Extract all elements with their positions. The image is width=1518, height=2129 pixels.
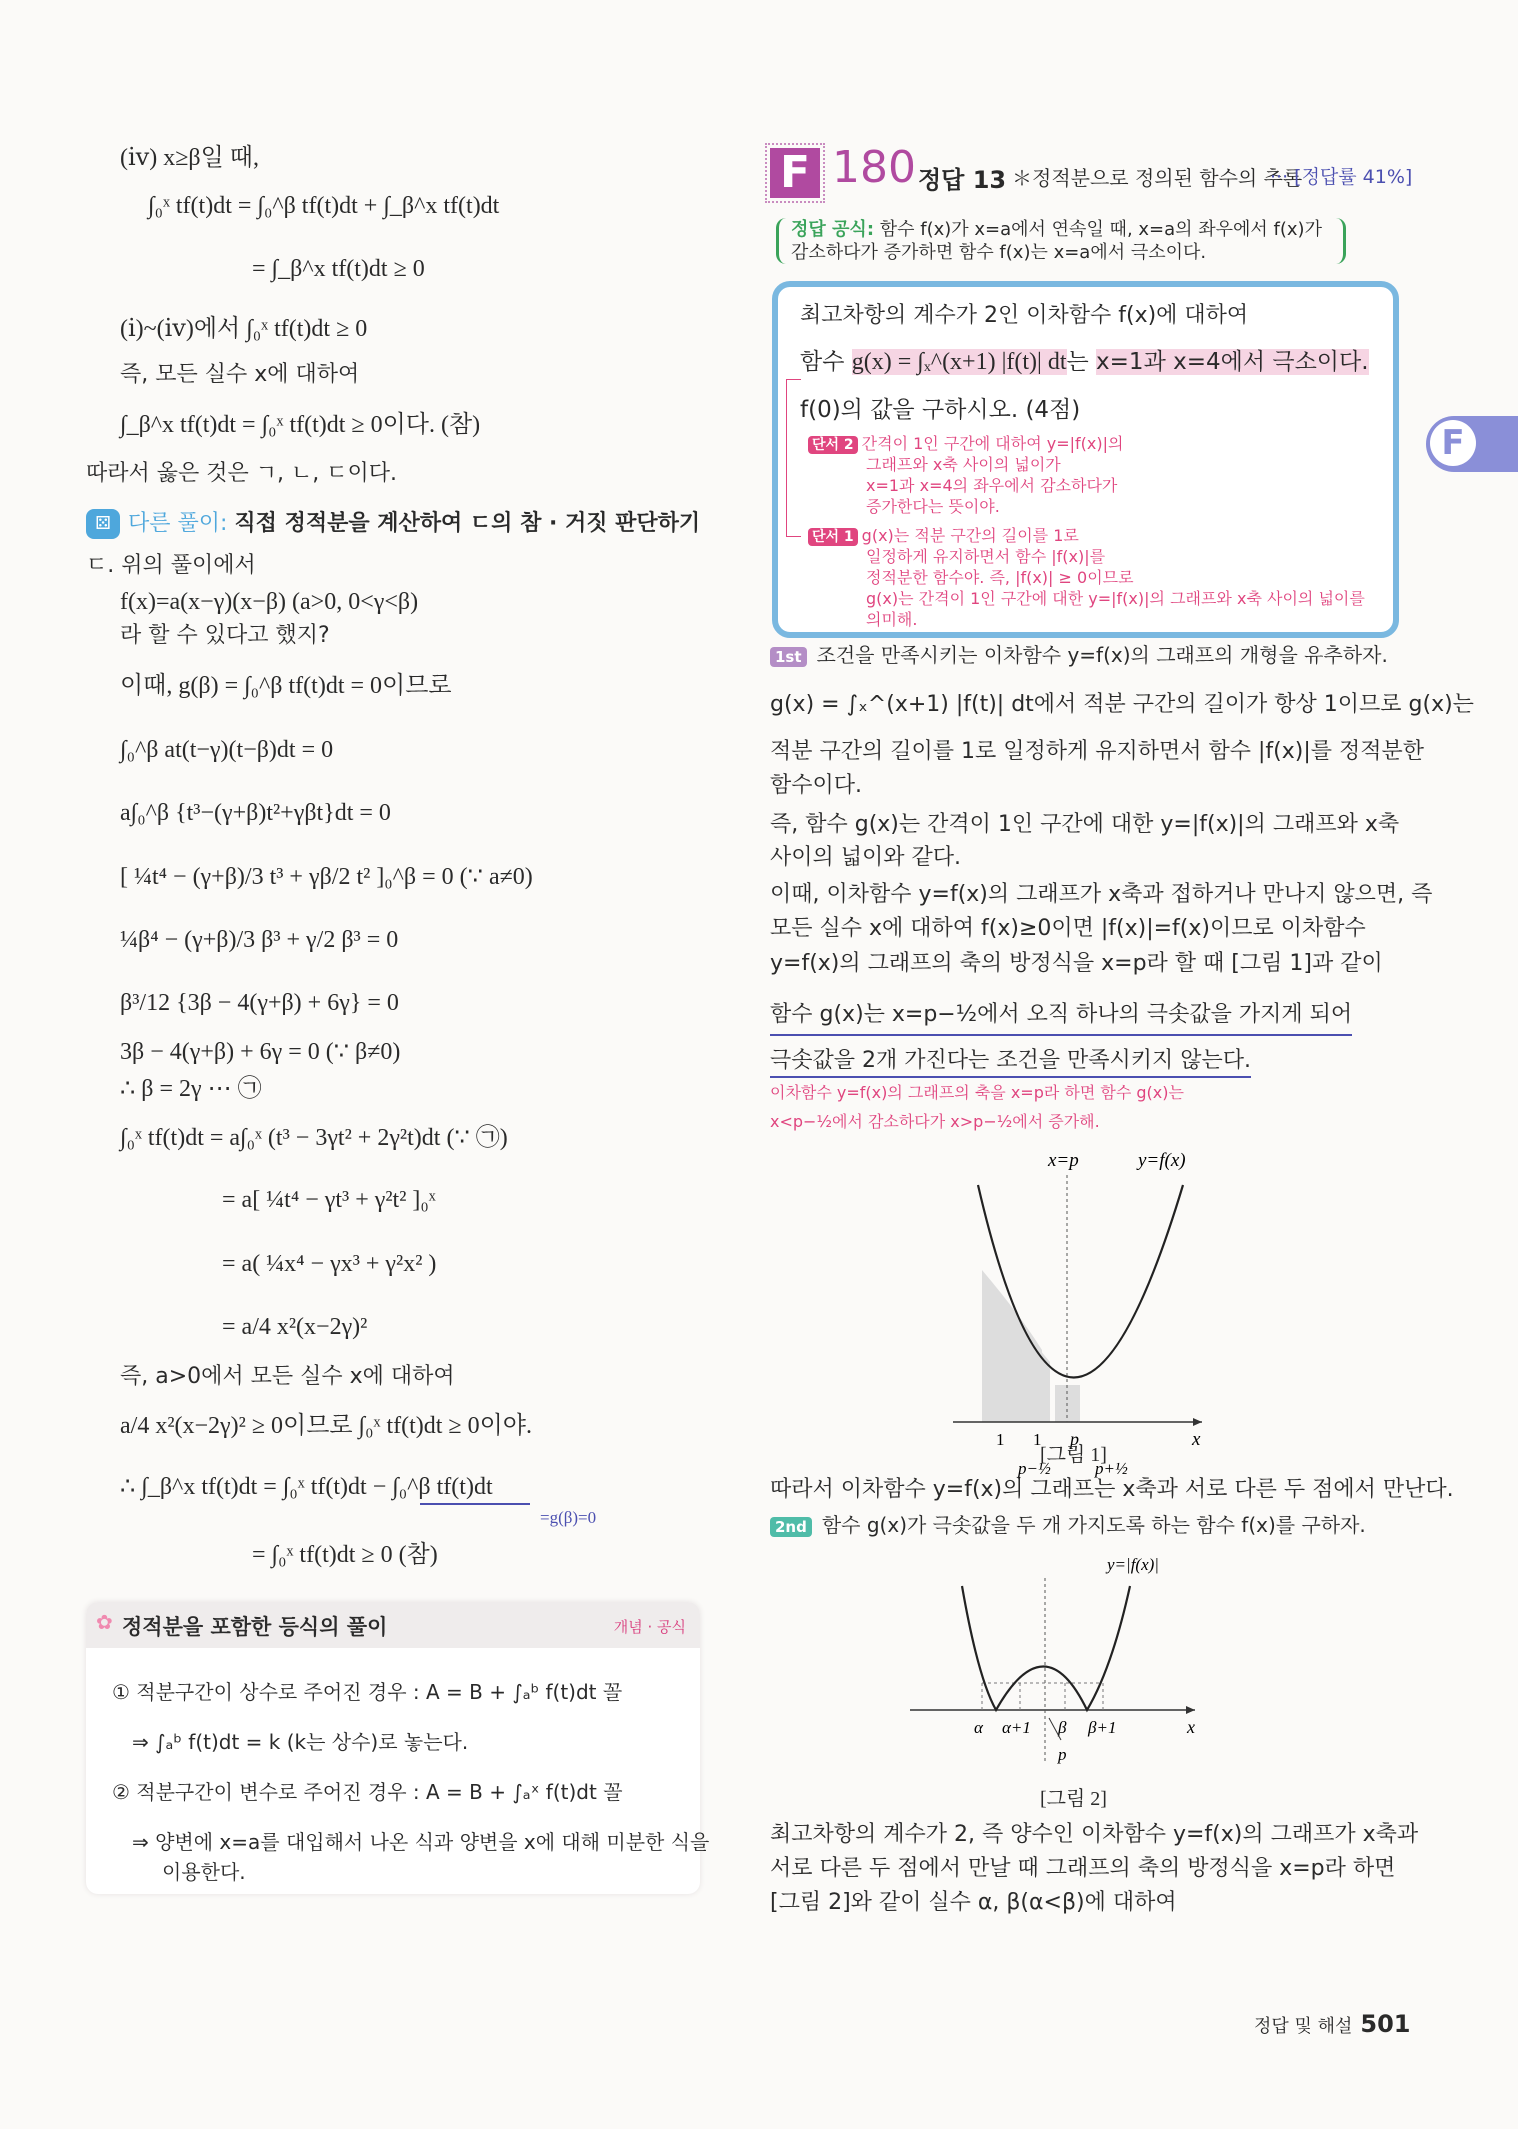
chapter-badge: F xyxy=(770,148,820,198)
hint-text: 간격이 1인 구간에 대하여 y=|f(x)|의 xyxy=(861,434,1124,453)
body-line: g(x) = ∫ₓ^(x+1) |f(t)| dt에서 적분 구간의 길이가 항상 1이므로 g(x)는 xyxy=(770,692,1474,717)
arrow-icon xyxy=(1193,1418,1202,1426)
math-line: 3β − 4(γ+β) + 6γ = 0 (∵ β≠0) xyxy=(120,1039,401,1065)
math-line: a∫₀^β {t³−(γ+β)t²+γβt}dt = 0 xyxy=(120,800,391,826)
footer-label: 정답 및 해설 xyxy=(1254,2016,1353,2037)
hint-2 xyxy=(808,433,1373,517)
answer: 정답 13 xyxy=(918,166,1007,194)
text-line: ㄷ. 위의 풀이에서 xyxy=(86,553,256,578)
formula-text: 감소하다가 증가하면 함수 f(x)는 x=a에서 극소이다. xyxy=(791,242,1207,263)
hint-1 xyxy=(808,525,1373,630)
formula-label: 정답 공식: xyxy=(791,219,875,240)
underlined-line: 함수 g(x)는 x=p−½에서 오직 하나의 극솟값을 가지게 되어 xyxy=(770,1000,1352,1036)
alpha-label: α xyxy=(974,1718,983,1737)
flower-icon: ✿ xyxy=(96,1610,113,1634)
area-strip xyxy=(1025,1328,1050,1422)
axis-label: x=p xyxy=(1048,1150,1079,1171)
min-condition: x=1과 x=4에서 극소이다. xyxy=(1096,349,1369,375)
body-line: 모든 실수 x에 대하여 f(x)≥0이면 |f(x)|=f(x)이므로 이차함수 xyxy=(770,916,1366,941)
math-line: ∴ ∫_β^x tf(t)dt = ∫₀ˣ tf(t)dt − ∫₀^β tf(t)dt xyxy=(120,1474,493,1500)
math-line: f(x)=a(x−γ)(x−β) (a>0, 0<γ<β) xyxy=(120,589,419,615)
connector xyxy=(786,379,801,537)
page-number: 501 xyxy=(1360,2010,1411,2038)
math-line: 이때, g(β) = ∫₀^β tf(t)dt = 0이므로 xyxy=(120,673,452,699)
concept-item: 이용한다. xyxy=(162,1860,246,1884)
hint-1-tag: 단서 1 xyxy=(808,528,858,546)
math-line: ∫₀^β at(t−γ)(t−β)dt = 0 xyxy=(120,737,334,763)
concept-item: ② 적분구간이 변수로 주어진 경우 : A = B + ∫ₐˣ f(t)dt 꼴 xyxy=(112,1780,623,1804)
figure-2-caption: [그림 2] xyxy=(1040,1788,1107,1810)
math-line: ∴ β = 2γ ⋯ ㉠ xyxy=(120,1076,262,1102)
hint-text: x=1과 x=4의 좌우에서 감소하다가 xyxy=(866,476,1118,495)
hint-text: g(x)는 간격이 1인 구간에 대한 y=|f(x)|의 그래프와 x축 사이의 넓이를 의미해. xyxy=(866,589,1365,629)
text-line: 라 할 수 있다고 했지? xyxy=(120,623,330,648)
concept-item: ⇒ 양변에 x=a를 대입해서 나온 식과 양변을 x에 대해 미분한 식을 xyxy=(132,1830,710,1854)
body-line: [그림 2]와 같이 실수 α, β(α<β)에 대하여 xyxy=(770,1890,1177,1915)
body-line: 적분 구간의 길이를 1로 일정하게 유지하면서 함수 |f(x)|를 정적분한 xyxy=(770,739,1424,764)
formula-text: 함수 f(x)가 x=a에서 연속일 때, x=a의 좌우에서 f(x)가 xyxy=(879,219,1322,240)
figure-1-caption: [그림 1] xyxy=(1040,1444,1107,1466)
p-label: p xyxy=(1058,1745,1067,1764)
body-line: 함수이다. xyxy=(770,773,863,798)
math-line: = a( ¼x⁴ − γx³ + γ²x² ) xyxy=(222,1251,437,1277)
beta1-label: β+1 xyxy=(1088,1718,1117,1737)
math-line: ∫₀ˣ tf(t)dt = ∫₀^β tf(t)dt + ∫_β^x tf(t)dt xyxy=(148,193,500,219)
body-line: y=f(x)의 그래프의 축의 방정식을 x=p라 할 때 [그림 1]과 같이 xyxy=(770,951,1383,976)
body-line: 최고차항의 계수가 2, 즉 양수인 이차함수 y=f(x)의 그래프가 x축과 xyxy=(770,1822,1419,1847)
figure-1 xyxy=(930,1140,1220,1480)
math-line: ∫_β^x tf(t)dt = ∫₀ˣ tf(t)dt ≥ 0이다. (참) xyxy=(120,412,481,438)
math-line: β³/12 {3β − 4(γ+β) + 6γ} = 0 xyxy=(120,990,399,1016)
hint-text: 일정하게 유지하면서 함수 |f(x)|를 xyxy=(866,547,1106,566)
body-line: 서로 다른 두 점에서 만날 때 그래프의 축의 방정식을 x=p라 하면 xyxy=(770,1856,1396,1881)
figure-2 xyxy=(900,1548,1220,1788)
problem-number: 180 xyxy=(832,142,916,193)
hint-2-tag: 단서 2 xyxy=(808,436,858,454)
hint-text: 정적분한 함수야. 즉, |f(x)| ≥ 0이므로 xyxy=(866,568,1134,587)
question-box xyxy=(772,281,1399,638)
math-line: a/4 x²(x−2γ)² ≥ 0이므로 ∫₀ˣ tf(t)dt ≥ 0이야. xyxy=(120,1413,532,1439)
underlined-line: 극솟값을 2개 가진다는 조건을 만족시키지 않는다. xyxy=(770,1046,1251,1078)
topic: ＊정적분으로 정의된 함수의 추론 xyxy=(1012,166,1303,190)
alt-title: 직접 정적분을 계산하여 ㄷ의 참 · 거짓 판단하기 xyxy=(234,511,701,536)
hint-text: 그래프와 x축 사이의 넓이가 xyxy=(866,455,1061,474)
math-line: ∫₀ˣ tf(t)dt = a∫₀ˣ (t³ − 3γt² + 2γ²t)dt (∵ ㉠) xyxy=(120,1125,508,1151)
text-line: 즉, a>0에서 모든 실수 x에 대하여 xyxy=(120,1364,455,1389)
question-text: 함수 xyxy=(800,349,852,375)
alt-label: 다른 풀이: xyxy=(128,511,228,536)
note: 이차함수 y=f(x)의 그래프의 축을 x=p라 하면 함수 g(x)는 xyxy=(770,1083,1184,1102)
answer-formula xyxy=(776,218,1346,264)
abs-parabola xyxy=(962,1586,1130,1710)
question-line xyxy=(800,347,1369,377)
body-line: 이때, 이차함수 y=f(x)의 그래프가 x축과 접하거나 만나지 않으면, 즉 xyxy=(770,882,1433,907)
correct-rate: ··· [정답률 41%] xyxy=(1270,166,1413,188)
concept-item: ⇒ ∫ₐᵇ f(t)dt = k (k는 상수)로 놓는다. xyxy=(132,1730,469,1754)
text-line: 즉, 모든 실수 x에 대하여 xyxy=(120,362,360,387)
question-line: 최고차항의 계수가 2인 이차함수 f(x)에 대하여 xyxy=(800,303,1249,328)
body-line: 따라서 이차함수 y=f(x)의 그래프는 x축과 서로 다른 두 점에서 만난다. xyxy=(770,1477,1454,1502)
alt-solution-heading xyxy=(86,509,700,539)
math-line: = a[ ¼t⁴ − γt³ + γ²t² ]₀ˣ xyxy=(222,1187,436,1213)
page-footer xyxy=(1254,2010,1411,2038)
question-text: 는 xyxy=(1066,349,1097,375)
arrow-icon xyxy=(1186,1706,1195,1714)
hint-text: 증가한다는 뜻이야. xyxy=(866,497,1000,516)
body-line: 즉, 함수 g(x)는 간격이 1인 구간에 대한 y=|f(x)|의 그래프와 x축 xyxy=(770,812,1400,837)
question-line: f(0)의 값을 구하시오. (4점) xyxy=(800,397,1081,423)
concept-title: 정적분을 포함한 등식의 풀이 xyxy=(122,1615,388,1639)
x-label: x xyxy=(1192,1429,1201,1450)
concept-item: ① 적분구간이 상수로 주어진 경우 : A = B + ∫ₐᵇ f(t)dt 꼴 xyxy=(112,1680,623,1704)
dice-icon: ⚄ xyxy=(86,509,120,539)
p-label: p xyxy=(1070,1429,1079,1449)
annotation: =g(β)=0 xyxy=(540,1508,597,1527)
curve-label: y=|f(x)| xyxy=(1107,1555,1159,1574)
width-label: 1 xyxy=(996,1430,1005,1449)
text-line: (ⅰ)~(ⅳ)에서 ∫₀ˣ tf(t)dt ≥ 0 xyxy=(120,316,368,342)
step-1-heading: 1st 조건을 만족시키는 이차함수 y=f(x)의 그래프의 개형을 유추하자. xyxy=(770,640,1388,670)
width-label: 1 xyxy=(1033,1430,1042,1449)
x-label: x xyxy=(1187,1717,1195,1737)
math-line: = ∫_β^x tf(t)dt ≥ 0 xyxy=(252,256,425,282)
concept-box-header xyxy=(86,1602,700,1648)
step-2-heading: 2nd 함수 g(x)가 극솟값을 두 개 가지도록 하는 함수 f(x)를 구하자. xyxy=(770,1510,1366,1540)
math-line: ¼β⁴ − (γ+β)/3 β³ + γ/2 β³ = 0 xyxy=(120,927,399,953)
body-line: 사이의 넓이와 같다. xyxy=(770,845,961,870)
math-line: = a/4 x²(x−2γ)² xyxy=(222,1314,368,1340)
concept-box xyxy=(86,1602,710,1894)
hint-text: g(x)는 적분 구간의 길이를 1로 xyxy=(861,526,1079,545)
g-definition: g(x) = ∫ₓ^(x+1) |f(t)| dt xyxy=(851,349,1067,375)
note: x<p−½에서 감소하다가 x>p−½에서 증가해. xyxy=(770,1112,1100,1131)
concept-tag: 개념 · 공식 xyxy=(613,1618,686,1636)
math-line: [ ¼t⁴ − (γ+β)/3 t³ + γβ/2 t² ]₀^β = 0 (∵ a≠0) xyxy=(120,864,533,890)
p-plus-label: p+½ xyxy=(1095,1459,1128,1478)
chapter-side-tab[interactable] xyxy=(1426,416,1518,472)
chapter-letter: F xyxy=(1430,420,1476,466)
text-line: (ⅳ) x≥β일 때, xyxy=(120,145,259,171)
beta-label: β xyxy=(1058,1718,1067,1737)
curve-label: y=f(x) xyxy=(1138,1150,1186,1171)
conclusion: 따라서 옳은 것은 ㄱ, ㄴ, ㄷ이다. xyxy=(86,461,397,486)
step-1-badge: 1st xyxy=(770,647,807,667)
math-line: = ∫₀ˣ tf(t)dt ≥ 0 (참) xyxy=(252,1542,438,1568)
underline xyxy=(420,1503,530,1505)
step-2-badge: 2nd xyxy=(770,1517,812,1537)
alpha1-label: α+1 xyxy=(1002,1718,1031,1737)
p-minus-label: p−½ xyxy=(1018,1459,1051,1478)
